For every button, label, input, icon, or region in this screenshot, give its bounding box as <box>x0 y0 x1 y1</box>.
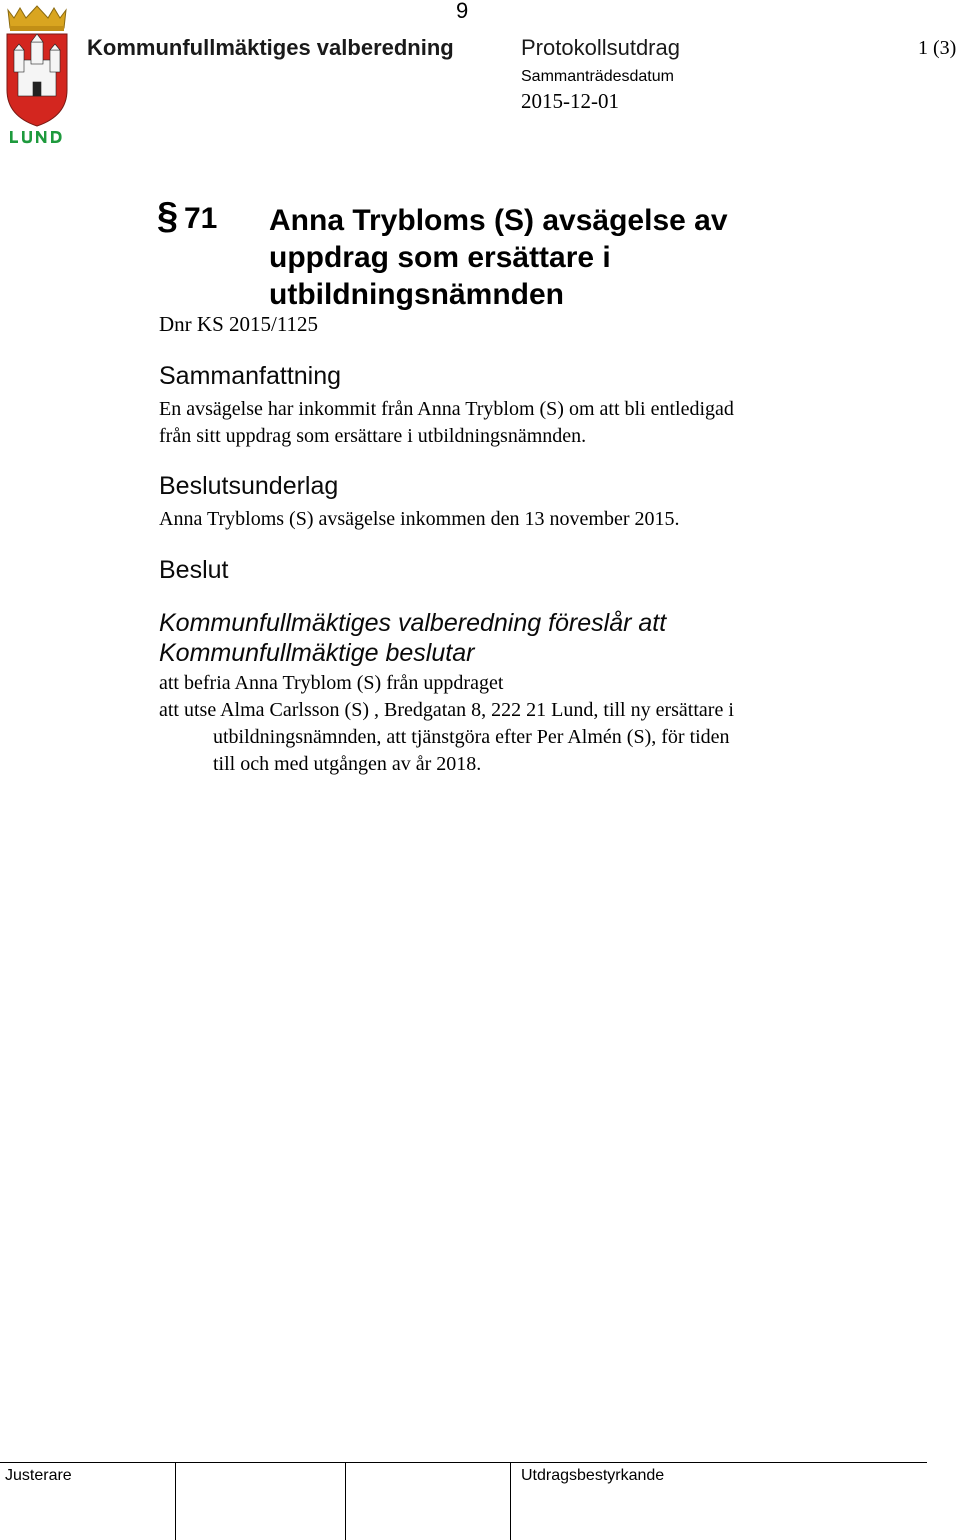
footer-signature-box-divider <box>175 1462 176 1540</box>
decision-item-2-line: utbildningsnämnden, att tjänstgöra efter Per Almén (S), för tiden <box>213 726 730 748</box>
organization-name: Kommunfullmäktiges valberedning <box>87 35 454 60</box>
proposal-line: Kommunfullmäktige beslutar <box>159 639 475 667</box>
decision-item-2: att utse Alma Carlsson (S) , Bredgatan 8, 222 21 Lund, till ny ersättare i <box>159 699 734 721</box>
item-title <box>269 202 869 313</box>
item-title-line: uppdrag som ersättare i <box>269 241 611 274</box>
decision-item-2-continuation <box>213 724 730 778</box>
decision-item-2-line: till och med utgången av år 2018. <box>213 753 482 775</box>
crown-icon <box>8 6 66 31</box>
paragraph-sign: § <box>157 195 179 237</box>
page-number: 9 <box>456 0 469 23</box>
basis-text: Anna Trybloms (S) avsägelse inkommen den 13 november 2015. <box>159 508 680 530</box>
item-title-line: Anna Trybloms (S) avsägelse av <box>269 204 728 237</box>
summary-line: En avsägelse har inkommit från Anna Tryblom (S) om att bli entledigad <box>159 398 734 420</box>
lund-wordmark <box>10 131 62 143</box>
footer-divider <box>0 1462 927 1463</box>
basis-heading: Beslutsunderlag <box>159 472 339 500</box>
decision-item-1: att befria Anna Tryblom (S) från uppdraget <box>159 672 504 694</box>
footer-signature-box-divider <box>345 1462 346 1540</box>
decision-proposal <box>159 608 666 668</box>
summary-line: från sitt uppdrag som ersättare i utbildningsnämnden. <box>159 425 587 447</box>
meeting-date-label: Sammanträdesdatum <box>521 68 674 85</box>
summary-heading: Sammanfattning <box>159 362 342 390</box>
page-count: 1 (3) <box>918 37 957 59</box>
summary-text <box>159 396 734 450</box>
utdragsbestyrkande-label: Utdragsbestyrkande <box>521 1467 665 1484</box>
case-number: Dnr KS 2015/1125 <box>159 312 319 336</box>
proposal-line: Kommunfullmäktiges valberedning föreslår att <box>159 609 667 637</box>
document-type: Protokollsutdrag <box>521 35 680 60</box>
decision-heading: Beslut <box>159 556 229 584</box>
item-title-line: utbildningsnämnden <box>269 278 564 311</box>
justerare-label: Justerare <box>5 1467 72 1484</box>
lund-coat-of-arms-logo <box>4 4 70 148</box>
footer-signature-box-divider <box>510 1462 511 1540</box>
paragraph-number: 71 <box>184 202 218 235</box>
meeting-date: 2015-12-01 <box>521 89 619 113</box>
